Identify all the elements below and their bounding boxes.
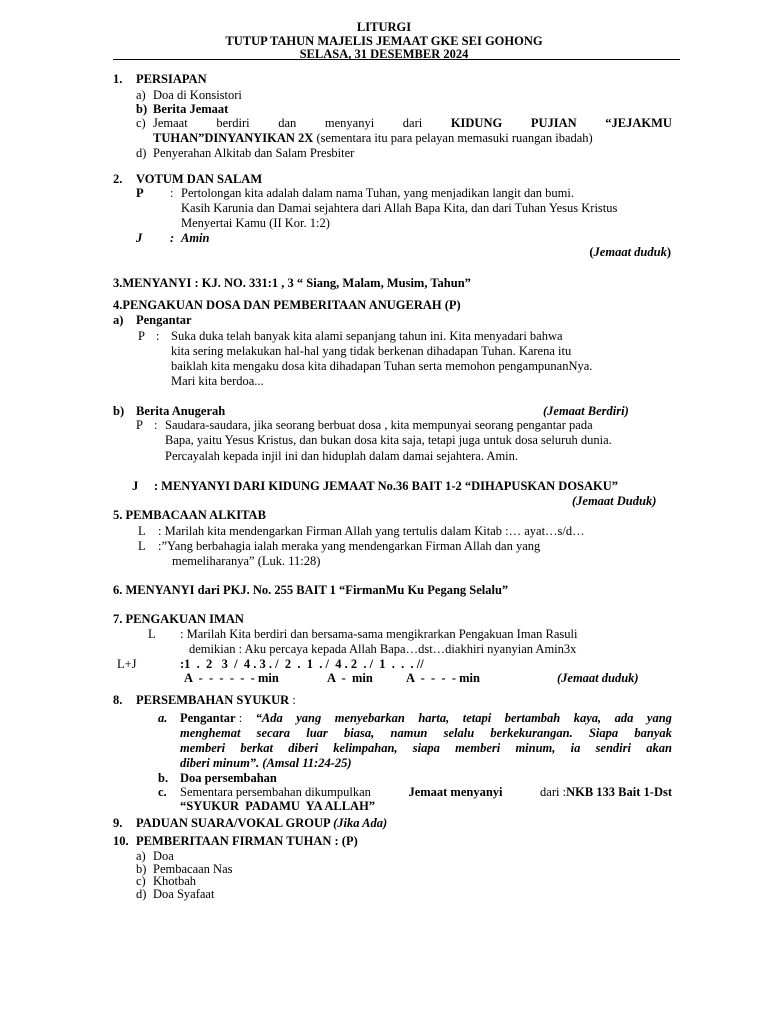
- text-line: Percayalah kepada injil ini dan hiduplah dalam damai sejahtera. Amin.: [165, 449, 519, 463]
- item-title: [180, 711, 242, 726]
- word: minum,: [515, 741, 556, 755]
- item-text-justified: [153, 116, 672, 131]
- amin-notation: A - - - - min: [406, 671, 480, 685]
- item-text-justified: [180, 741, 672, 756]
- text-line: Mari kita berdoa...: [171, 374, 264, 388]
- section-9-heading: [136, 816, 387, 831]
- word: tetapi: [462, 711, 492, 725]
- item-title: Berita Anugerah: [136, 404, 226, 418]
- word: namun: [390, 726, 428, 740]
- section-2-number: 2.: [113, 172, 123, 186]
- speaker-colon: :: [154, 418, 158, 432]
- word: menyebarkan: [334, 711, 405, 725]
- text-part: Jemaat menyanyi: [408, 785, 503, 799]
- word: siapa: [412, 741, 440, 755]
- note-text: Jemaat duduk: [593, 245, 667, 259]
- text-line: : Marilah Kita berdiri dan bersama-sama mengikrarkan Pengakuan Iman Rasuli: [180, 627, 578, 641]
- song-instruction: J : MENYANYI DARI KIDUNG JEMAAT No.36 BAIT 1-2 “DIHAPUSKAN DOSAKU”: [132, 479, 619, 493]
- section-8-number: 8.: [113, 693, 123, 707]
- speaker-label: P: [136, 418, 143, 432]
- section-6-title: 6. MENYANYI dari PKJ. No. 255 BAIT 1 “FirmanMu Ku Pegang Selalu”: [113, 583, 509, 597]
- word: luar: [306, 726, 328, 740]
- item-label: b): [136, 862, 147, 876]
- text-part: Sementara persembahan dikumpulkan: [180, 785, 371, 799]
- word: memberi: [455, 741, 501, 755]
- speaker-label: L: [148, 627, 156, 641]
- speaker-colon: :: [170, 231, 175, 245]
- item-text: Penyerahan Alkitab dan Salam Presbiter: [153, 146, 355, 160]
- item-label: b.: [158, 771, 169, 785]
- text-line: Kasih Karunia dan Damai sejahtera dari Allah Bapa Kita, dan dari Tuhan Yesus Kristus: [181, 201, 618, 215]
- word: diberi: [288, 741, 319, 755]
- word: PUJIAN: [530, 116, 577, 130]
- word: harta,: [418, 711, 450, 725]
- word: yang: [646, 711, 672, 725]
- paren: (: [589, 245, 594, 259]
- word: ia: [570, 741, 581, 755]
- item-text-justified: [180, 785, 672, 800]
- word: Jemaat: [153, 116, 188, 130]
- word: dan: [278, 116, 297, 130]
- speaker-label: L: [138, 539, 146, 553]
- colon: :: [289, 693, 296, 707]
- section-4-title: 4.PENGAKUAN DOSA DAN PEMBERITAAN ANUGERAH (P): [113, 298, 461, 312]
- text-part: [540, 785, 672, 800]
- text-part: dari :: [540, 785, 567, 799]
- text-line: :”Yang berbahagia ialah meraka yang mendengarkan Firman Allah dan yang: [158, 539, 541, 553]
- word: “Ada: [255, 711, 283, 725]
- song-ref: NKB 133 Bait 1-Dst: [566, 785, 672, 799]
- rubric-note: (Jika Ada): [333, 816, 388, 830]
- item-text-justified: [180, 711, 672, 726]
- word: menyanyi: [324, 116, 375, 130]
- section-1-number: 1.: [113, 72, 123, 86]
- item-text: Berita Jemaat: [153, 102, 229, 116]
- item-label: c): [136, 116, 146, 130]
- item-label: d): [136, 887, 147, 901]
- item-text: Doa: [153, 849, 174, 863]
- section-9-number: 9.: [113, 816, 123, 830]
- colon: :: [235, 711, 243, 725]
- amin-notation: A - - - - - - min: [184, 671, 279, 685]
- word: dari: [402, 116, 423, 130]
- text-line: Menyertai Kamu (II Kor. 1:2): [181, 216, 330, 230]
- item-label: d): [136, 146, 147, 160]
- doc-date: SELASA, 31 DESEMBER 2024: [299, 47, 469, 61]
- text-line: baiklah kita mengaku dosa kita dihadapan Tuhan serta memohon pengampunanNya.: [171, 359, 593, 373]
- speaker-label: P: [138, 329, 145, 343]
- word: berkat: [240, 741, 273, 755]
- word: berdiri: [216, 116, 250, 130]
- note-text: (sementara itu para pelayan memasuki ruangan ibadah): [313, 131, 593, 145]
- rubric-note: (Jemaat Duduk): [572, 494, 657, 508]
- speaker-label: P: [136, 186, 144, 200]
- item-label: b): [113, 404, 125, 418]
- doc-subtitle: TUTUP TAHUN MAJELIS JEMAAT GKE SEI GOHONG: [225, 34, 543, 48]
- item-text: Pembacaan Nas: [153, 862, 233, 876]
- item-text: Doa di Konsistori: [153, 88, 242, 102]
- item-label: c): [136, 874, 146, 888]
- song-title: TUHAN”DINYANYIKAN 2X: [153, 131, 314, 145]
- section-8-heading: [136, 693, 296, 708]
- music-notation: :1 . 2 3 / 4 . 3 . / 2 . 1 . / 4 . 2 . / 1 . . . //: [180, 657, 424, 671]
- section-2-title: VOTUM DAN SALAM: [136, 172, 263, 186]
- text-line: demikian : Aku percaya kepada Allah Bapa…dst…diakhiri nyanyian Amin3x: [189, 642, 577, 656]
- word: kaya,: [573, 711, 602, 725]
- section-10-title: PEMBERITAAN FIRMAN TUHAN : (P): [136, 834, 358, 848]
- rubric-note: [589, 245, 671, 260]
- text-line: kita sering melakukan hal-hal yang tidak berkenan dihadapan Tuhan. Karena itu: [171, 344, 572, 358]
- word: selalu: [443, 726, 475, 740]
- word: memberi: [180, 741, 226, 755]
- word: KIDUNG: [450, 116, 503, 130]
- item-title: Pengantar: [136, 313, 192, 327]
- item-text: Doa persembahan: [180, 771, 277, 785]
- item-label: a): [136, 849, 146, 863]
- paren: ): [666, 245, 671, 259]
- rubric-note: (Jemaat duduk): [557, 671, 639, 685]
- speaker-colon: :: [170, 186, 174, 200]
- text-line: Pertolongan kita adalah dalam nama Tuhan, yang menjadikan langit dan bumi.: [181, 186, 574, 200]
- word: “JEJAKMU: [605, 116, 672, 130]
- item-label: a.: [158, 711, 168, 725]
- item-text: Khotbah: [153, 874, 197, 888]
- item-text-justified: [180, 726, 672, 741]
- item-label: b): [136, 102, 148, 116]
- header-divider: [113, 59, 680, 60]
- song-title: “SYUKUR PADAMU YA ALLAH”: [180, 799, 376, 813]
- text-line: memeliharanya” (Luk. 11:28): [172, 554, 321, 568]
- word: akan: [646, 741, 672, 755]
- word: sendiri: [595, 741, 631, 755]
- word: bertambah: [504, 711, 561, 725]
- section-9-title: PADUAN SUARA/VOKAL GROUP: [136, 816, 330, 830]
- title-text: Pengantar: [180, 711, 236, 725]
- text-line: diberi minum”. (Amsal 11:24-25): [180, 756, 352, 770]
- section-10-number: 10.: [113, 834, 129, 848]
- item-label: a): [136, 88, 146, 102]
- word: banyak: [634, 726, 672, 740]
- response-text: Amin: [181, 231, 210, 245]
- word: secara: [256, 726, 290, 740]
- rubric-note: (Jemaat Berdiri): [543, 404, 629, 418]
- word: Siapa: [588, 726, 619, 740]
- section-1-title: PERSIAPAN: [136, 72, 207, 86]
- section-7-title: 7. PENGAKUAN IMAN: [113, 612, 244, 626]
- word: berkekurangan.: [490, 726, 573, 740]
- text-line: Saudara-saudara, jika seorang berbuat dosa , kita mempunyai seorang pengantar pada: [165, 418, 593, 432]
- section-3-title: 3.MENYANYI : KJ. NO. 331:1 , 3 “ Siang, Malam, Musim, Tahun”: [113, 276, 471, 290]
- speaker-label: L+J: [117, 657, 137, 671]
- word: yang: [296, 711, 322, 725]
- speaker-colon: :: [156, 329, 160, 343]
- amin-notation: A - min: [327, 671, 373, 685]
- word: kelimpahan,: [333, 741, 398, 755]
- doc-title: LITURGI: [356, 20, 412, 34]
- item-text-cont: [153, 131, 593, 146]
- speaker-label: L: [138, 524, 146, 538]
- item-label: a): [113, 313, 124, 327]
- item-label: c.: [158, 785, 167, 799]
- text-line: Bapa, yaitu Yesus Kristus, dan bukan dosa kita saja, tetapi juga untuk dosa seluruh dunia.: [165, 433, 612, 447]
- speaker-label: J: [136, 231, 143, 245]
- section-5-title: 5. PEMBACAAN ALKITAB: [113, 508, 266, 522]
- word: biasa,: [344, 726, 375, 740]
- word: ada: [614, 711, 634, 725]
- section-8-title: PERSEMBAHAN SYUKUR: [136, 693, 290, 707]
- text-line: : Marilah kita mendengarkan Firman Allah yang tertulis dalam Kitab :… ayat…s/d…: [158, 524, 585, 538]
- item-text: Doa Syafaat: [153, 887, 215, 901]
- text-line: Suka duka telah banyak kita alami sepanjang tahun ini. Kita menyadari bahwa: [171, 329, 563, 343]
- word: menghemat: [180, 726, 241, 740]
